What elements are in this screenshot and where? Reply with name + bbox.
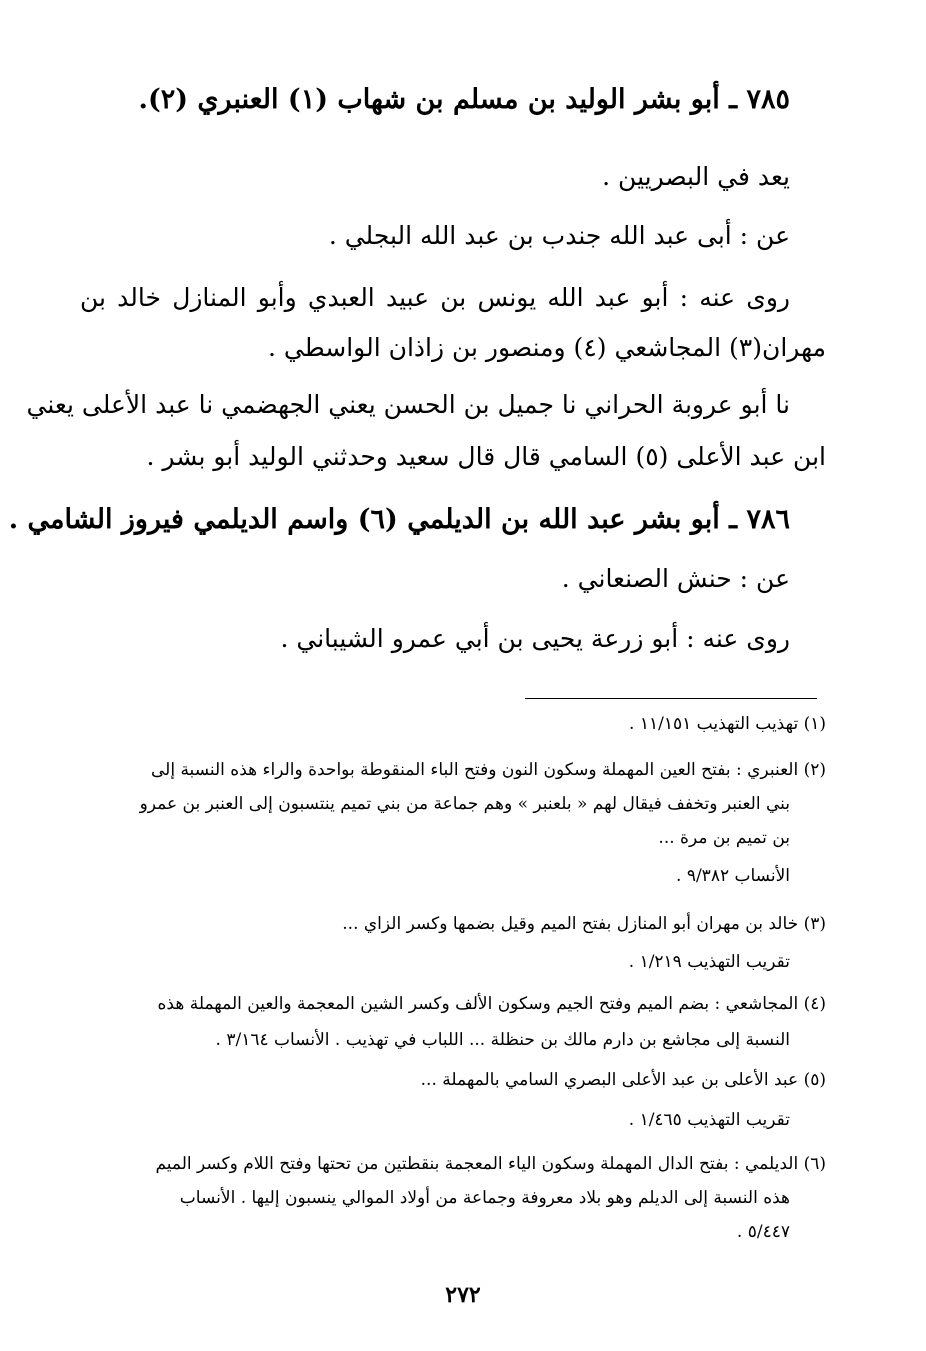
entry-785-heading: ٧٨٥ ـ أبو بشر الوليد بن مسلم بن شهاب (١) العنبري (٢). bbox=[138, 84, 790, 115]
entry-786-line: روى عنه : أبو زرعة يحيى بن أبي عمرو الشيباني . bbox=[280, 624, 790, 653]
entry-786-line: عن : حنش الصنعاني . bbox=[561, 564, 790, 593]
footnote-line: هذه النسبة إلى الديلم وهو بلاد معروفة وجماعة من أولاد الموالي ينسبون إليها . الأنساب bbox=[179, 1188, 790, 1208]
footnote-separator bbox=[525, 698, 817, 699]
footnote-line: تقريب التهذيب ١/٢١٩ . bbox=[628, 952, 790, 972]
footnote-line: بني العنبر وتخفف فيقال لهم « بلعنبر » وهم جماعة من بني تميم ينتسبون إلى العنبر بن عمرو bbox=[139, 794, 790, 814]
footnote-line: النسبة إلى مجاشع بن دارم مالك بن حنظلة ... اللباب في تهذيب . الأنساب ٣/١٦٤ . bbox=[215, 1030, 790, 1050]
page-number: ٢٧٢ bbox=[445, 1282, 481, 1308]
footnote-line: (٦) الديلمي : بفتح الدال المهملة وسكون الياء المعجمة بنقطتين من تحتها وفتح اللام وكسر الميم bbox=[155, 1154, 826, 1174]
entry-785-line: روى عنه : أبو عبد الله يونس بن عبيد العبدي وأبو المنازل خالد بن bbox=[80, 283, 790, 312]
entry-785-line: يعد في البصريين . bbox=[602, 162, 790, 191]
footnote-line: تقريب التهذيب ١/٤٦٥ . bbox=[628, 1110, 790, 1130]
entry-785-line: مهران(٣) المجاشعي (٤) ومنصور بن زاذان الواسطي . bbox=[268, 333, 826, 362]
entry-785-line: نا أبو عروبة الحراني نا جميل بن الحسن يعني الجهضمي نا عبد الأعلى يعني bbox=[26, 390, 790, 419]
footnote-line: (١) تهذيب التهذيب ١١/١٥١ . bbox=[629, 714, 826, 734]
entry-785-line: ابن عبد الأعلى (٥) السامي قال قال سعيد وحدثني الوليد أبو بشر . bbox=[146, 442, 826, 471]
footnote-line: (٥) عبد الأعلى بن عبد الأعلى البصري السامي بالمهملة ... bbox=[420, 1070, 826, 1090]
entry-786-heading: ٧٨٦ ـ أبو بشر عبد الله بن الديلمي (٦) واسم الديلمي فيروز الشامي . bbox=[8, 504, 790, 535]
footnote-line: بن تميم بن مرة ... bbox=[658, 828, 790, 848]
footnote-line: (٣) خالد بن مهران أبو المنازل بفتح الميم وقيل بضمها وكسر الزاي ... bbox=[342, 914, 826, 934]
entry-785-line: عن : أبى عبد الله جندب بن عبد الله البجلي . bbox=[328, 221, 790, 250]
footnote-line: (٢) العنبري : بفتح العين المهملة وسكون النون وفتح الباء المنقوطة بواحدة والراء هذه النسبة إلى bbox=[150, 760, 826, 780]
footnote-line: الأنساب ٩/٣٨٢ . bbox=[676, 866, 790, 886]
footnote-line: ٥/٤٤٧ . bbox=[736, 1222, 790, 1242]
footnote-line: (٤) المجاشعي : بضم الميم وفتح الجيم وسكون الألف وكسر الشين المعجمة والعين المهملة هذه bbox=[157, 994, 826, 1014]
